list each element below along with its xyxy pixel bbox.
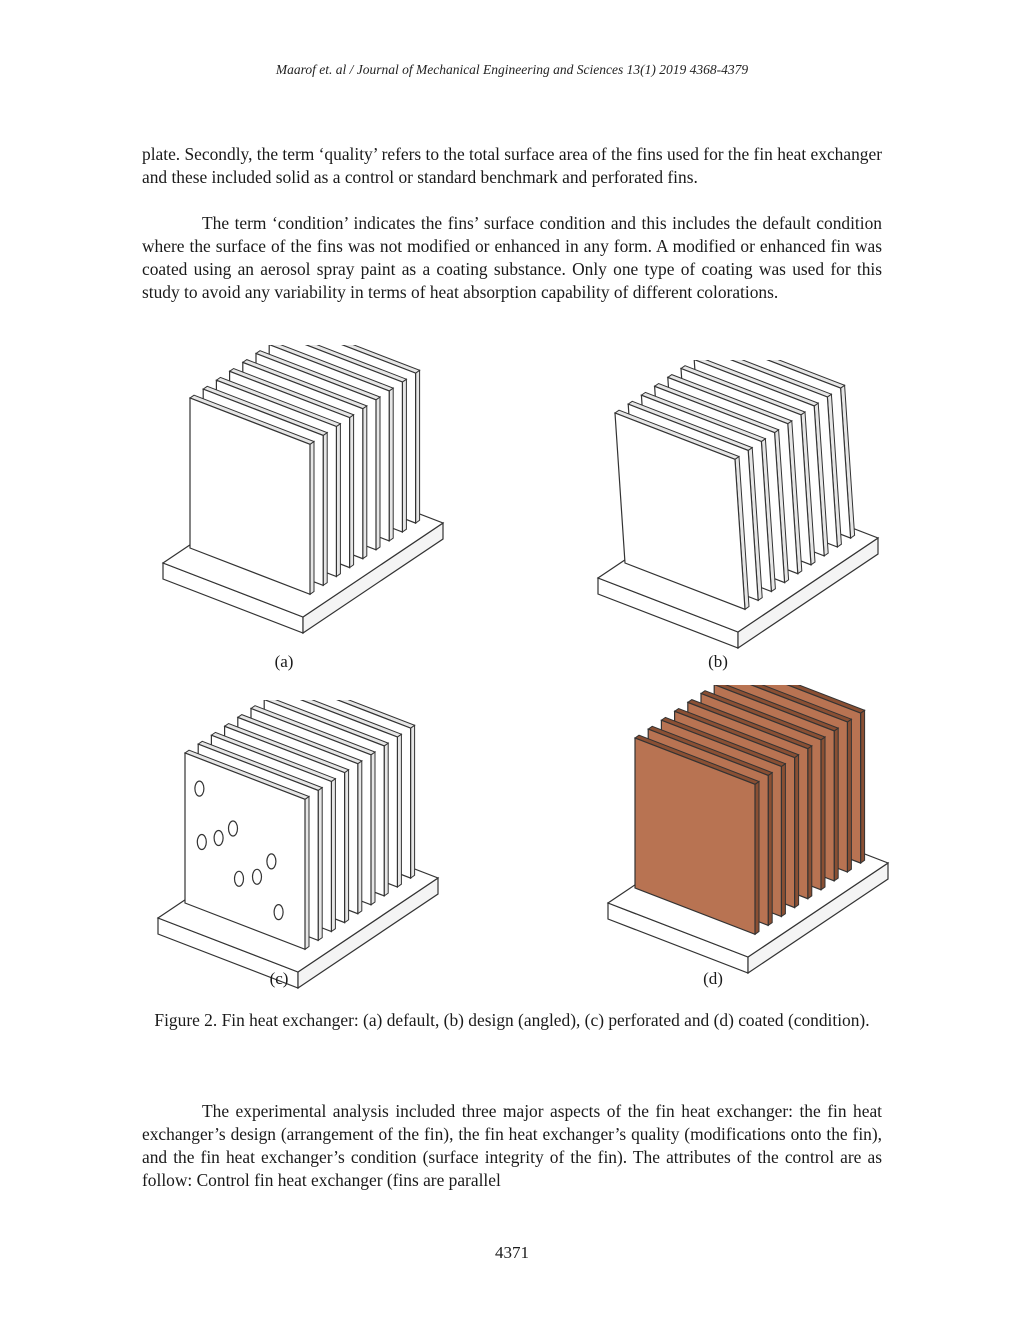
figure-label-d: (d) xyxy=(703,969,723,988)
perforation-hole xyxy=(229,821,238,836)
perforation-hole xyxy=(197,835,206,850)
perforation-hole xyxy=(235,871,244,886)
perforation-hole xyxy=(267,854,276,869)
running-header: Maarof et. al / Journal of Mechanical Engineering and Sciences 13(1) 2019 4368-4379 xyxy=(275,62,749,77)
perforation-hole xyxy=(214,831,223,846)
body-paragraph-1: plate. Secondly, the term ‘quality’ refers to the total surface area of the fins used for the fin heat exchanger and these included solid as a control or standard benchmark and perforated fins. xyxy=(142,144,882,187)
figure-label-a: (a) xyxy=(274,652,294,671)
heat-sink-angled-illustration xyxy=(580,360,890,650)
figure-label-b: (b) xyxy=(708,652,728,671)
fin-edge xyxy=(318,788,322,941)
figure-panel-a xyxy=(145,345,455,635)
perforation-hole xyxy=(274,905,283,920)
page-number: 4371 xyxy=(495,1243,529,1262)
fin-edge xyxy=(323,433,327,586)
figure-panel-d xyxy=(590,685,900,975)
heat-sink-default-illustration xyxy=(145,345,455,635)
figure-panel-c xyxy=(140,700,450,990)
heat-sink-coated-illustration xyxy=(590,685,900,975)
figure-panel-b xyxy=(580,360,890,650)
perforation-hole xyxy=(195,781,204,796)
figure-label-c: (c) xyxy=(269,969,289,988)
fin-edge xyxy=(384,743,388,896)
heat-sink-perforated-illustration xyxy=(140,700,450,990)
body-paragraph-3: The experimental analysis included three major aspects of the fin heat exchanger: the fin heat exchanger’s design (arrangement of the fin), the fin heat exchanger’s quality (modifications onto the fin), and the fin heat exchanger’s condition (surface integrity of the fin). The attributes of the control are as follow: Control fin heat exchanger (fins are parallel xyxy=(142,1101,882,1190)
body-paragraph-2: The term ‘condition’ indicates the fins’ surface condition and this includes the default condition where the surface of the fins was not modified or enhanced in any form. A modified or enhanced fin was coated using an aerosol spray paint as a coating substance. Only one type of coating was used for this study to avoid any variability in terms of heat absorption capability of different colorations. xyxy=(142,213,882,302)
fin-edge xyxy=(389,388,393,541)
figure-caption: Figure 2. Fin heat exchanger: (a) default, (b) design (angled), (c) perforated and (d) coated (condition). xyxy=(154,1010,870,1030)
perforation-hole xyxy=(253,869,262,884)
